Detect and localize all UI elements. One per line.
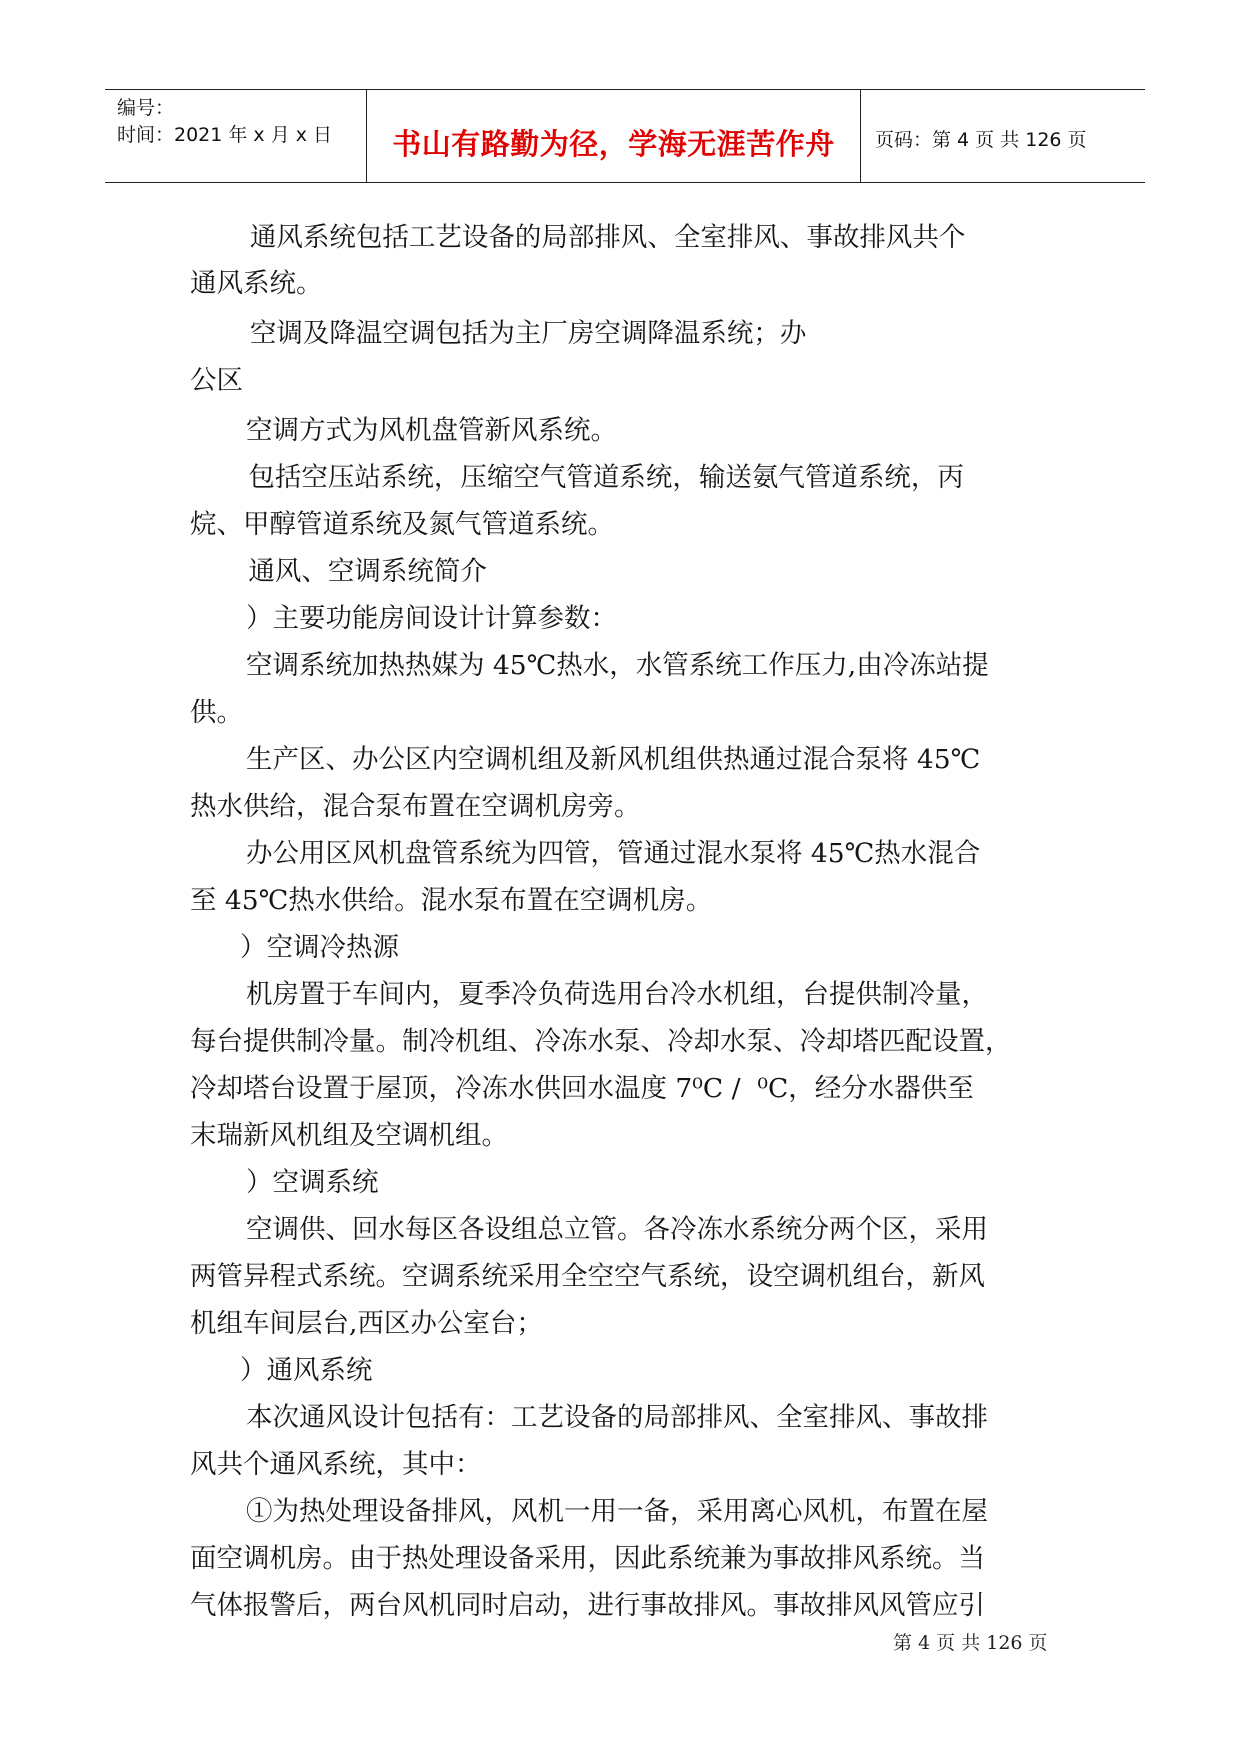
body-line: 冷却塔台设置于屋顶，冷冻水供回水温度 7⁰C / ⁰C，经分水器供至 <box>190 1073 974 1104</box>
body-line: 生产区、办公区内空调机组及新风机组供热通过混合泵将 45℃ <box>246 744 981 775</box>
body-line: ）通风系统 <box>240 1355 373 1386</box>
body-line: 风共个通风系统，其中： <box>190 1449 482 1480</box>
body-line: 空调及降温空调包括为主厂房空调降温系统；办 <box>233 318 807 349</box>
page-code: 页码：第 4 页 共 126 页 <box>875 129 1087 151</box>
body-line: ）空调系统 <box>246 1167 379 1198</box>
body-line: 空调系统加热热媒为 45℃热水，水管系统工作压力,由冷冻站提 <box>246 650 989 681</box>
number-label: 编号： <box>117 97 175 119</box>
header-motto-cell <box>367 90 861 182</box>
body-line: ）主要功能房间设计计算参数： <box>246 603 617 634</box>
body-line: ）空调冷热源 <box>240 932 399 963</box>
body-line: 机组车间层台,西区办公室台； <box>190 1308 543 1339</box>
body-line: 面空调机房。由于热处理设备采用，因此系统兼为事故排风系统。当 <box>190 1543 985 1574</box>
motto: 书山有路勤为径，学海无涯苦作舟 <box>392 127 835 161</box>
header-info-cell <box>105 90 367 182</box>
page-header <box>105 89 1145 183</box>
body-line: 烷、甲醇管道系统及氮气管道系统。 <box>190 509 614 540</box>
time-label: 时间：2021 年 x 月 x 日 <box>117 124 333 146</box>
body-line: 办公用区风机盘管系统为四管，管通过混水泵将 45℃热水混合 <box>246 838 981 869</box>
body-line: ①为热处理设备排风，风机一用一备，采用离心风机，布置在屋 <box>246 1496 988 1527</box>
body-line: 本次通风设计包括有：工艺设备的局部排风、全室排风、事故排 <box>246 1402 988 1433</box>
body-line: 公区 <box>190 365 243 396</box>
body-line: 每台提供制冷量。制冷机组、冷冻水泵、冷却水泵、冷却塔匹配设置， <box>190 1026 1012 1057</box>
page-footer: 第 4 页 共 126 页 <box>893 1632 1048 1654</box>
body-line: 热水供给，混合泵布置在空调机房旁。 <box>190 791 641 822</box>
body-line: 包括空压站系统，压缩空气管道系统，输送氨气管道系统，丙 <box>240 462 964 493</box>
body-line: 通风系统包括工艺设备的局部排风、全室排风、事故排风共个 <box>233 222 966 253</box>
body-line: 空调方式为风机盘管新风系统。 <box>246 415 617 446</box>
body-line: 气体报警后，两台风机同时启动，进行事故排风。事故排风风管应引 <box>190 1590 985 1621</box>
body-line: 空调供、回水每区各设组总立管。各冷冻水系统分两个区，采用 <box>246 1214 988 1245</box>
body-line: 两管异程式系统。空调系统采用全空空气系统，设空调机组台，新风 <box>190 1261 985 1292</box>
body-line: 通风、空调系统简介 <box>240 556 487 587</box>
body-line: 末瑞新风机组及空调机组。 <box>190 1120 508 1151</box>
header-page-cell <box>861 90 1145 182</box>
body-line: 供。 <box>190 697 243 728</box>
body-line: 机房置于车间内，夏季冷负荷选用台冷水机组，台提供制冷量， <box>246 979 988 1010</box>
body-line: 通风系统。 <box>190 268 323 299</box>
body-line: 至 45℃热水供给。混水泵布置在空调机房。 <box>190 885 713 916</box>
